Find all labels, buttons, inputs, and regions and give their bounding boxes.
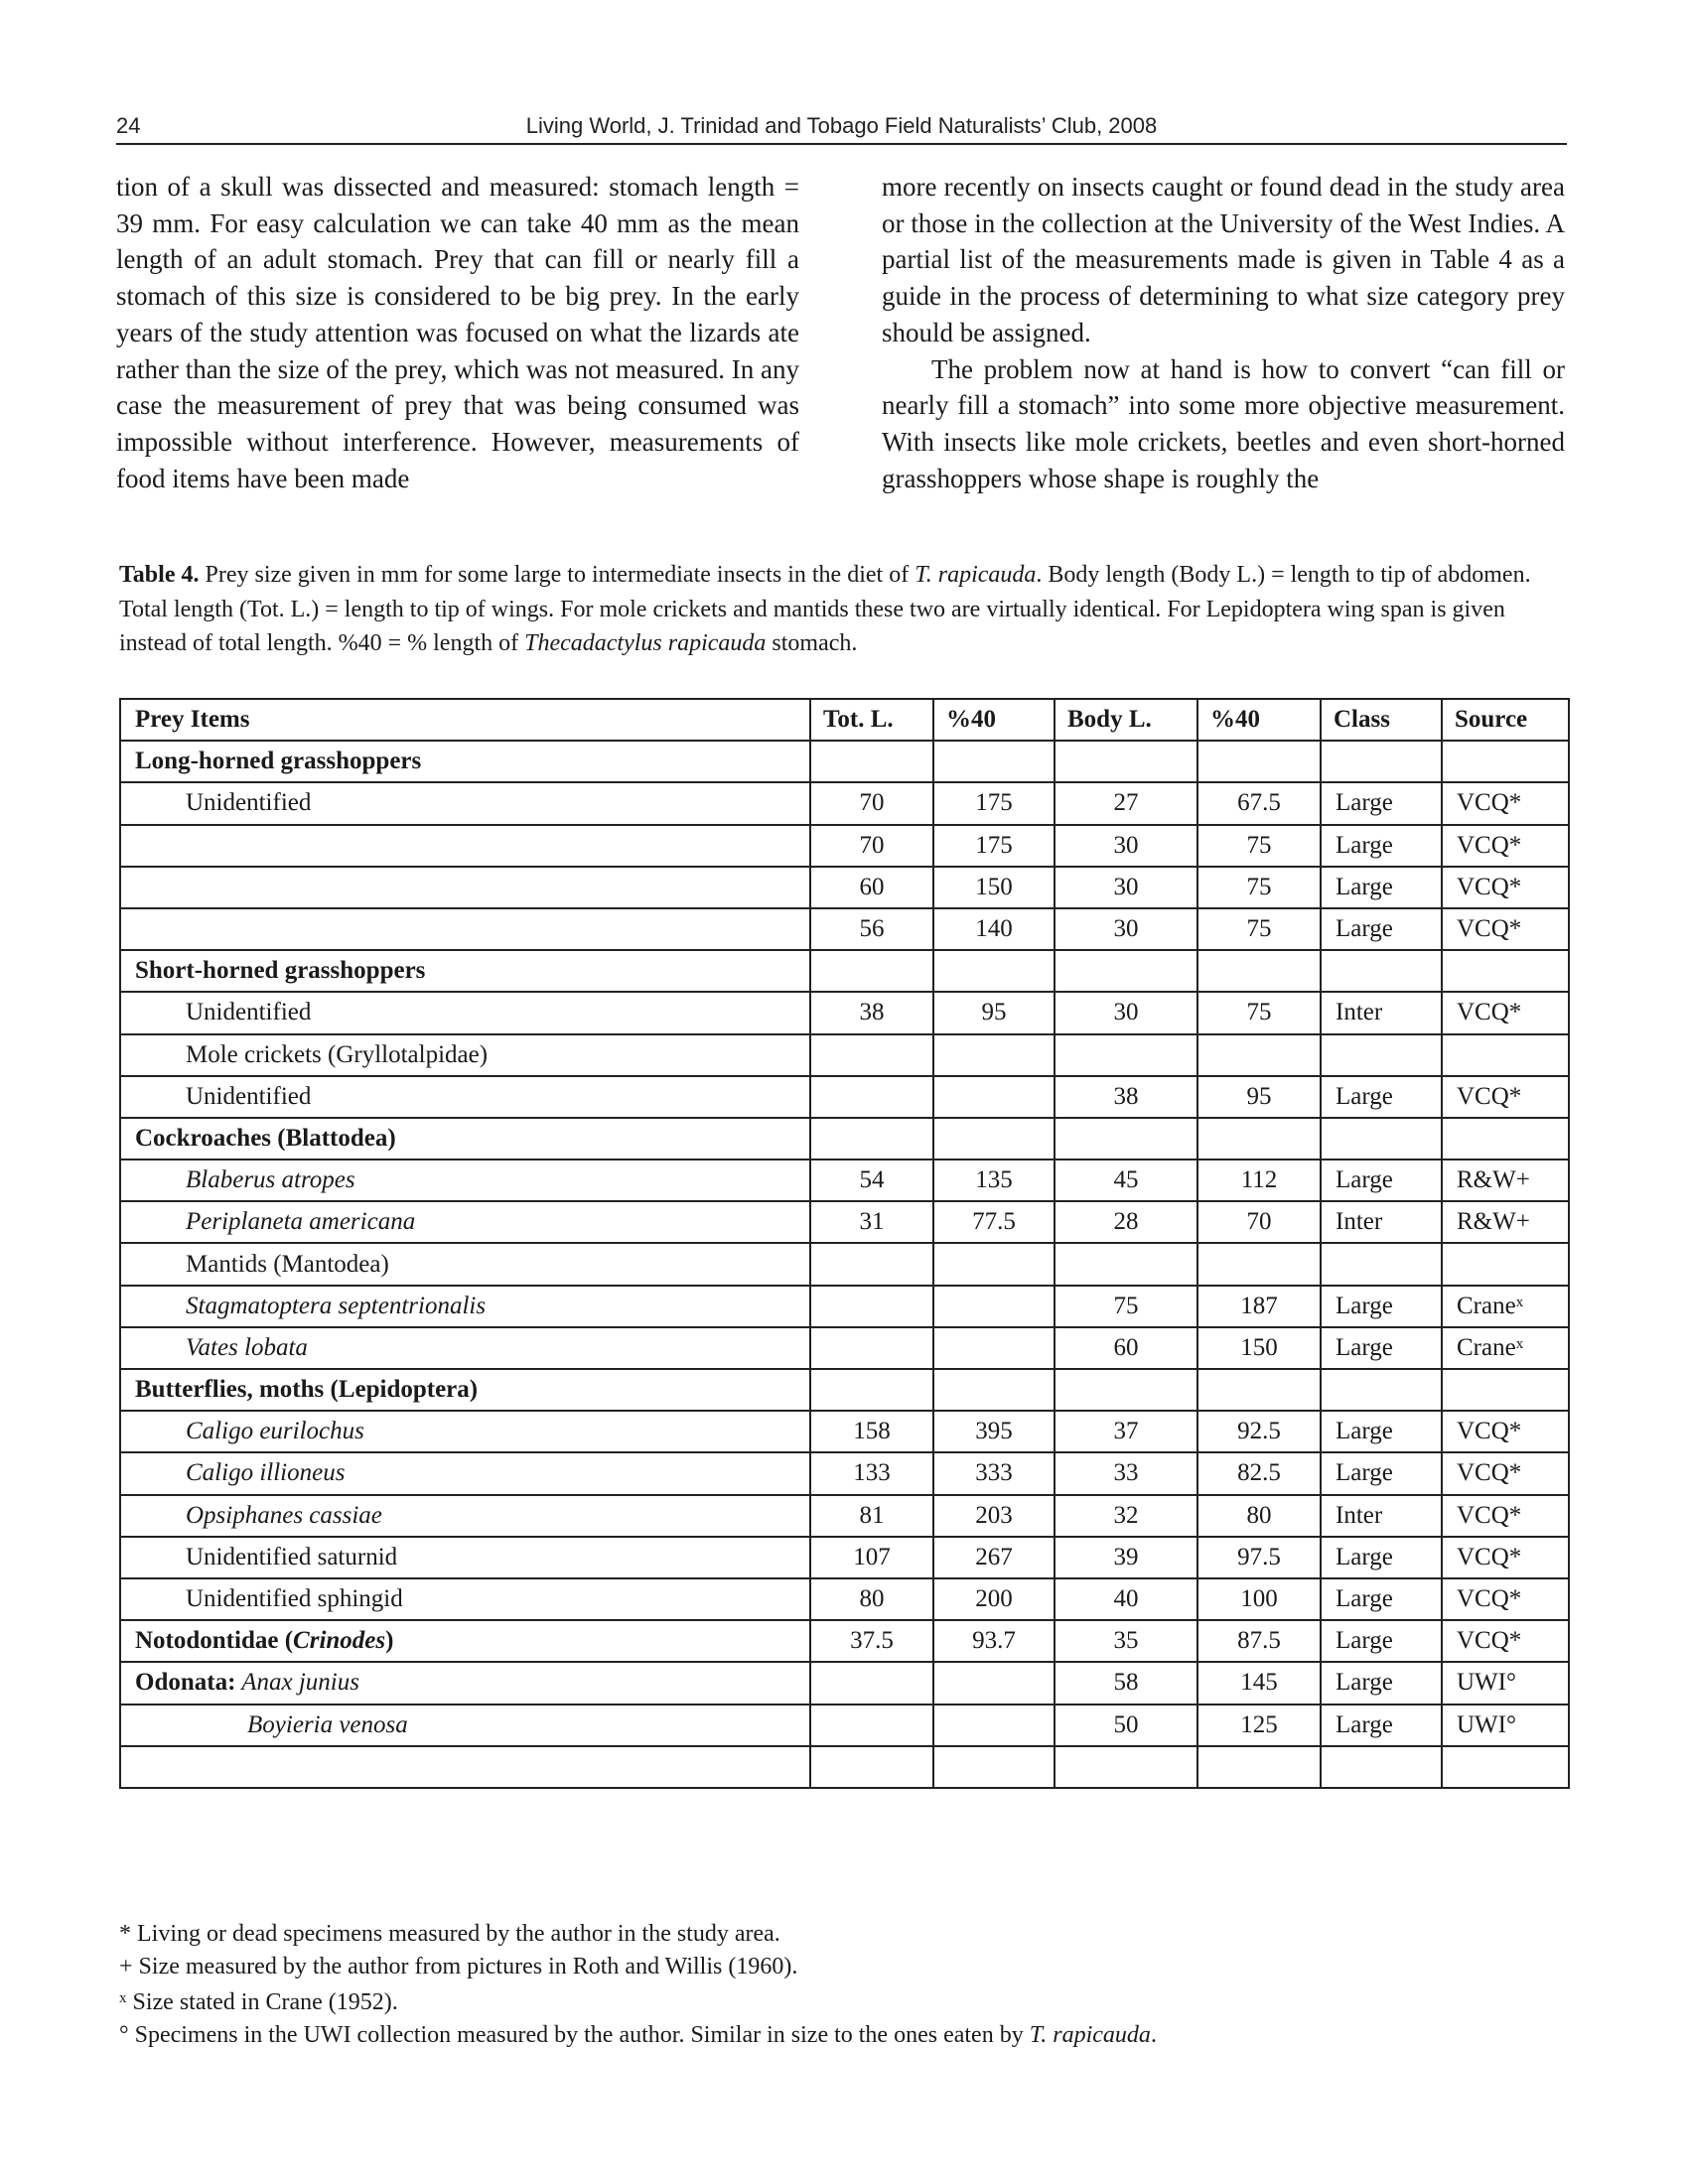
right-paragraph-1: more recently on insects caught or found dead in the study area or those in the collection at the University of the West Indies. A partial list of the measurements made is given in Table 4 as a guide in the process of determining to what size category prey should be assigned. [882, 172, 1565, 347]
value-cell: 70 [1197, 1201, 1321, 1243]
value-cell: 60 [810, 867, 933, 908]
source-text: VCQ* [1457, 999, 1522, 1026]
class-cell: Large [1321, 1620, 1442, 1662]
value-cell: 175 [933, 782, 1055, 824]
caption-species-2: Thecadactylus rapicauda [524, 630, 767, 656]
caption-label: Table 4. [119, 562, 200, 588]
value-cell: 133 [810, 1452, 933, 1494]
value-cell: 38 [1055, 1076, 1197, 1118]
page-number: 24 [116, 113, 141, 138]
table-row [120, 1495, 1569, 1537]
source-cell [1442, 1495, 1569, 1537]
value-cell: 30 [1055, 867, 1197, 908]
table-row [120, 1160, 1569, 1201]
source-text: VCQ* [1457, 873, 1522, 900]
value-cell [1197, 1243, 1321, 1285]
table-row [120, 1452, 1569, 1494]
table-row [120, 1662, 1569, 1704]
value-cell [1055, 741, 1197, 782]
prey-item-cell: Cockroaches (Blattodea) [120, 1118, 810, 1160]
value-cell: 203 [933, 1495, 1055, 1537]
source-text: VCQ* [1457, 1501, 1522, 1529]
value-cell: 187 [1197, 1286, 1321, 1327]
prey-item-cell: Long-horned grasshoppers [120, 741, 810, 782]
value-cell: 33 [1055, 1452, 1197, 1494]
value-cell [1055, 1243, 1197, 1285]
value-cell: 80 [1197, 1495, 1321, 1537]
table-row [120, 908, 1569, 950]
value-cell [933, 1369, 1055, 1411]
value-cell: 75 [1197, 908, 1321, 950]
value-cell: 75 [1197, 992, 1321, 1033]
value-cell [810, 1746, 933, 1788]
caption-text-1: Prey size given in mm for some large to intermediate insects in the diet of [199, 562, 915, 588]
source-text: UWI° [1457, 1669, 1516, 1697]
value-cell: 81 [810, 1495, 933, 1537]
caption-text-2: . Body length (Body L.) = length to tip of abdomen. Total length (Tot. L.) = length to tip of wings. For mole crickets and mantids these two are virtually identical. For Lepidoptera wing span is given instead of total length. %40 = % length of [119, 562, 1531, 656]
column-header: Tot. L. [810, 699, 933, 741]
source-text: Crane [1457, 1292, 1516, 1319]
table-row [120, 1369, 1569, 1411]
source-cell [1442, 741, 1569, 782]
footnote [119, 2019, 1157, 2052]
table-row [120, 1076, 1569, 1118]
value-cell: 38 [810, 992, 933, 1033]
running-header [116, 111, 1567, 145]
prey-species: Anax junius [235, 1669, 359, 1697]
prey-group-label: Notodontidae ( [135, 1627, 294, 1655]
class-cell: Large [1321, 1076, 1442, 1118]
prey-item-cell: Boyieria venosa [120, 1705, 810, 1746]
source-text: VCQ* [1457, 831, 1522, 859]
value-cell: 87.5 [1197, 1620, 1321, 1662]
source-text: Crane [1457, 1333, 1516, 1361]
footnote [119, 1918, 1157, 1951]
value-cell [810, 1076, 933, 1118]
class-cell: Inter [1321, 1495, 1442, 1537]
class-cell: Large [1321, 1705, 1442, 1746]
value-cell [1197, 1034, 1321, 1076]
body-left-column [116, 169, 799, 496]
value-cell: 135 [933, 1160, 1055, 1201]
value-cell: 395 [933, 1411, 1055, 1452]
table-row [120, 867, 1569, 908]
value-cell: 200 [933, 1578, 1055, 1620]
class-cell: Large [1321, 1662, 1442, 1704]
prey-item-cell: Opsiphanes cassiae [120, 1495, 810, 1537]
prey-item-cell: Blaberus atropes [120, 1160, 810, 1201]
source-cell [1442, 1076, 1569, 1118]
class-cell [1321, 950, 1442, 992]
table-row [120, 1746, 1569, 1788]
table-row [120, 1286, 1569, 1327]
value-cell: 125 [1197, 1705, 1321, 1746]
table-row [120, 1327, 1569, 1369]
table-row [120, 1034, 1569, 1076]
source-cell [1442, 1662, 1569, 1704]
class-cell: Large [1321, 1537, 1442, 1578]
table-row [120, 1620, 1569, 1662]
value-cell [1197, 1369, 1321, 1411]
source-cell [1442, 1034, 1569, 1076]
column-header: Source [1442, 699, 1569, 741]
value-cell: 77.5 [933, 1201, 1055, 1243]
source-cell [1442, 1537, 1569, 1578]
value-cell: 32 [1055, 1495, 1197, 1537]
value-cell: 35 [1055, 1620, 1197, 1662]
value-cell: 37 [1055, 1411, 1197, 1452]
prey-item-cell: Unidentified [120, 1076, 810, 1118]
table-row [120, 1201, 1569, 1243]
source-cell [1442, 1746, 1569, 1788]
class-cell: Large [1321, 1160, 1442, 1201]
prey-item-cell: Unidentified [120, 782, 810, 824]
source-text: VCQ* [1457, 1627, 1522, 1655]
footnote-mark: x [119, 1990, 127, 2006]
value-cell [1197, 950, 1321, 992]
source-cell [1442, 950, 1569, 992]
table-caption [119, 558, 1567, 661]
caption-text-3: stomach. [766, 630, 858, 656]
value-cell [933, 1076, 1055, 1118]
value-cell [1055, 1118, 1197, 1160]
source-text: VCQ* [1457, 1418, 1522, 1445]
class-cell: Large [1321, 867, 1442, 908]
class-cell: Large [1321, 1286, 1442, 1327]
source-cell [1442, 1620, 1569, 1662]
class-cell: Large [1321, 825, 1442, 867]
value-cell [933, 1662, 1055, 1704]
source-cell [1442, 1286, 1569, 1327]
class-cell: Large [1321, 782, 1442, 824]
value-cell: 54 [810, 1160, 933, 1201]
value-cell: 70 [810, 782, 933, 824]
source-cell [1442, 1411, 1569, 1452]
value-cell [1197, 1746, 1321, 1788]
prey-item-cell [120, 1662, 810, 1704]
value-cell: 267 [933, 1537, 1055, 1578]
footnote-mark: ° [119, 2021, 129, 2048]
footnote-text: Size stated in Crane (1952). [126, 1989, 398, 2015]
value-cell [933, 1243, 1055, 1285]
value-cell: 75 [1055, 1286, 1197, 1327]
value-cell: 60 [1055, 1327, 1197, 1369]
prey-item-cell: Short-horned grasshoppers [120, 950, 810, 992]
value-cell [1055, 1746, 1197, 1788]
value-cell: 150 [933, 867, 1055, 908]
class-cell: Large [1321, 908, 1442, 950]
value-cell [1197, 741, 1321, 782]
value-cell: 93.7 [933, 1620, 1055, 1662]
source-cell [1442, 1327, 1569, 1369]
table-row [120, 1118, 1569, 1160]
class-cell: Large [1321, 1452, 1442, 1494]
prey-item-cell [120, 908, 810, 950]
class-cell: Inter [1321, 992, 1442, 1033]
value-cell: 95 [1197, 1076, 1321, 1118]
prey-item-cell [120, 1746, 810, 1788]
value-cell [933, 1327, 1055, 1369]
prey-item-cell: Unidentified [120, 992, 810, 1033]
class-cell: Large [1321, 1411, 1442, 1452]
prey-item-cell: Mantids (Mantodea) [120, 1243, 810, 1285]
prey-group-label: Odonata: [135, 1669, 236, 1697]
value-cell: 100 [1197, 1578, 1321, 1620]
value-cell: 92.5 [1197, 1411, 1321, 1452]
value-cell [810, 1118, 933, 1160]
class-cell [1321, 1034, 1442, 1076]
value-cell: 45 [1055, 1160, 1197, 1201]
value-cell: 158 [810, 1411, 933, 1452]
value-cell [933, 1286, 1055, 1327]
prey-item-cell: Mole crickets (Gryllotalpidae) [120, 1034, 810, 1076]
value-cell [810, 1243, 933, 1285]
table-row [120, 782, 1569, 824]
source-text: R&W+ [1457, 1166, 1530, 1194]
class-cell [1321, 741, 1442, 782]
footnote-text: Size measured by the author from pictures in Roth and Willis (1960). [132, 1953, 798, 1979]
value-cell: 97.5 [1197, 1537, 1321, 1578]
source-text: VCQ* [1457, 1585, 1522, 1613]
table-row [120, 1578, 1569, 1620]
value-cell [933, 1705, 1055, 1746]
value-cell: 37.5 [810, 1620, 933, 1662]
value-cell: 107 [810, 1537, 933, 1578]
value-cell [933, 950, 1055, 992]
caption-species-1: T. rapicauda [914, 562, 1037, 588]
table-row [120, 1537, 1569, 1578]
value-cell: 82.5 [1197, 1452, 1321, 1494]
source-cell [1442, 1201, 1569, 1243]
value-cell [933, 741, 1055, 782]
body-right-column [882, 169, 1565, 496]
value-cell [810, 1034, 933, 1076]
value-cell: 145 [1197, 1662, 1321, 1704]
class-cell [1321, 1369, 1442, 1411]
value-cell: 333 [933, 1452, 1055, 1494]
value-cell: 80 [810, 1578, 933, 1620]
source-cell [1442, 1578, 1569, 1620]
source-text: VCQ* [1457, 915, 1522, 943]
source-cell [1442, 1160, 1569, 1201]
table-header-row [120, 699, 1569, 741]
value-cell: 112 [1197, 1160, 1321, 1201]
column-header: %40 [933, 699, 1055, 741]
value-cell [810, 1705, 933, 1746]
source-superscript: x [1515, 1335, 1524, 1352]
prey-genus: Crinodes [293, 1627, 386, 1655]
value-cell: 30 [1055, 908, 1197, 950]
footnote-species: T. rapicauda [1029, 2021, 1151, 2048]
source-text: VCQ* [1457, 789, 1522, 817]
source-text: VCQ* [1457, 1459, 1522, 1487]
table-row [120, 1243, 1569, 1285]
column-header: Prey Items [120, 699, 810, 741]
value-cell: 67.5 [1197, 782, 1321, 824]
footnote [119, 1982, 1157, 2019]
table-body [120, 741, 1569, 1788]
footnotes [119, 1918, 1157, 2051]
value-cell: 40 [1055, 1578, 1197, 1620]
left-paragraph: tion of a skull was dissected and measured: stomach length = 39 mm. For easy calculation we can take 40 mm as the mean length of an adult stomach. Prey that can fill or nearly fill a stomach of this size is considered to be big prey. In the early years of the study attention was focused on what the lizards ate rather than the size of the prey, which was not measured. In any case the measurement of prey that was being consumed was impossible without interference. However, measurements of food items have been made [116, 172, 799, 493]
source-cell [1442, 1369, 1569, 1411]
value-cell: 50 [1055, 1705, 1197, 1746]
table-row [120, 992, 1569, 1033]
footnote-end: . [1150, 2021, 1157, 2048]
column-header: Body L. [1055, 699, 1197, 741]
class-cell: Large [1321, 1327, 1442, 1369]
value-cell [1055, 950, 1197, 992]
class-cell [1321, 1746, 1442, 1788]
class-cell [1321, 1243, 1442, 1285]
table-row [120, 825, 1569, 867]
class-cell [1321, 1118, 1442, 1160]
column-header: Class [1321, 699, 1442, 741]
value-cell [810, 950, 933, 992]
value-cell: 175 [933, 825, 1055, 867]
table-row [120, 1411, 1569, 1452]
value-cell: 31 [810, 1201, 933, 1243]
source-cell [1442, 1118, 1569, 1160]
prey-item-cell: Butterflies, moths (Lepidoptera) [120, 1369, 810, 1411]
source-cell [1442, 782, 1569, 824]
value-cell [933, 1034, 1055, 1076]
prey-item-cell: Caligo illioneus [120, 1452, 810, 1494]
value-cell: 75 [1197, 825, 1321, 867]
value-cell [1055, 1369, 1197, 1411]
value-cell [810, 1369, 933, 1411]
prey-item-cell: Unidentified saturnid [120, 1537, 810, 1578]
source-text: VCQ* [1457, 1082, 1522, 1110]
value-cell: 95 [933, 992, 1055, 1033]
footnote-text: Living or dead specimens measured by the author in the study area. [131, 1921, 780, 1947]
value-cell: 58 [1055, 1662, 1197, 1704]
value-cell: 39 [1055, 1537, 1197, 1578]
source-text: R&W+ [1457, 1208, 1530, 1236]
footnote-mark: + [119, 1953, 133, 1979]
value-cell: 30 [1055, 825, 1197, 867]
prey-item-cell: Caligo eurilochus [120, 1411, 810, 1452]
prey-item-cell [120, 1620, 810, 1662]
table-row [120, 950, 1569, 992]
value-cell: 30 [1055, 992, 1197, 1033]
prey-item-cell [120, 825, 810, 867]
value-cell [1197, 1118, 1321, 1160]
value-cell [810, 1662, 933, 1704]
class-cell: Large [1321, 1578, 1442, 1620]
class-cell: Inter [1321, 1201, 1442, 1243]
source-text: VCQ* [1457, 1543, 1522, 1570]
value-cell [933, 1746, 1055, 1788]
footnote [119, 1951, 1157, 1983]
value-cell [810, 741, 933, 782]
value-cell: 28 [1055, 1201, 1197, 1243]
prey-item-cell: Periplaneta americana [120, 1201, 810, 1243]
column-header: %40 [1197, 699, 1321, 741]
value-cell [1055, 1034, 1197, 1076]
value-cell: 150 [1197, 1327, 1321, 1369]
footnote-mark: * [119, 1921, 131, 1947]
value-cell: 27 [1055, 782, 1197, 824]
table-row [120, 741, 1569, 782]
value-cell: 75 [1197, 867, 1321, 908]
prey-item-cell: Vates lobata [120, 1327, 810, 1369]
footnote-text: Specimens in the UWI collection measured by the author. Similar in size to the ones eaten by [128, 2021, 1030, 2048]
right-paragraph-2: The problem now at hand is how to convert “can fill or nearly fill a stomach” into some more objective measurement. With insects like mole crickets, beetles and even short-horned grasshoppers whose shape is roughly the [882, 353, 1565, 493]
source-cell [1442, 1243, 1569, 1285]
prey-item-cell [120, 867, 810, 908]
table-row [120, 1705, 1569, 1746]
source-cell [1442, 867, 1569, 908]
prey-item-cell: Unidentified sphingid [120, 1578, 810, 1620]
value-cell: 140 [933, 908, 1055, 950]
value-cell [810, 1286, 933, 1327]
source-cell [1442, 992, 1569, 1033]
prey-size-table [119, 698, 1570, 1789]
prey-group-close: ) [385, 1627, 394, 1655]
source-text: UWI° [1457, 1710, 1516, 1738]
source-cell [1442, 1452, 1569, 1494]
source-cell [1442, 908, 1569, 950]
value-cell [933, 1118, 1055, 1160]
value-cell: 56 [810, 908, 933, 950]
value-cell [810, 1327, 933, 1369]
source-cell [1442, 825, 1569, 867]
value-cell: 70 [810, 825, 933, 867]
prey-item-cell: Stagmatoptera septentrionalis [120, 1286, 810, 1327]
source-cell [1442, 1705, 1569, 1746]
journal-title: Living World, J. Trinidad and Tobago Field Naturalists’ Club, 2008 [525, 113, 1158, 138]
source-superscript: x [1515, 1294, 1524, 1310]
